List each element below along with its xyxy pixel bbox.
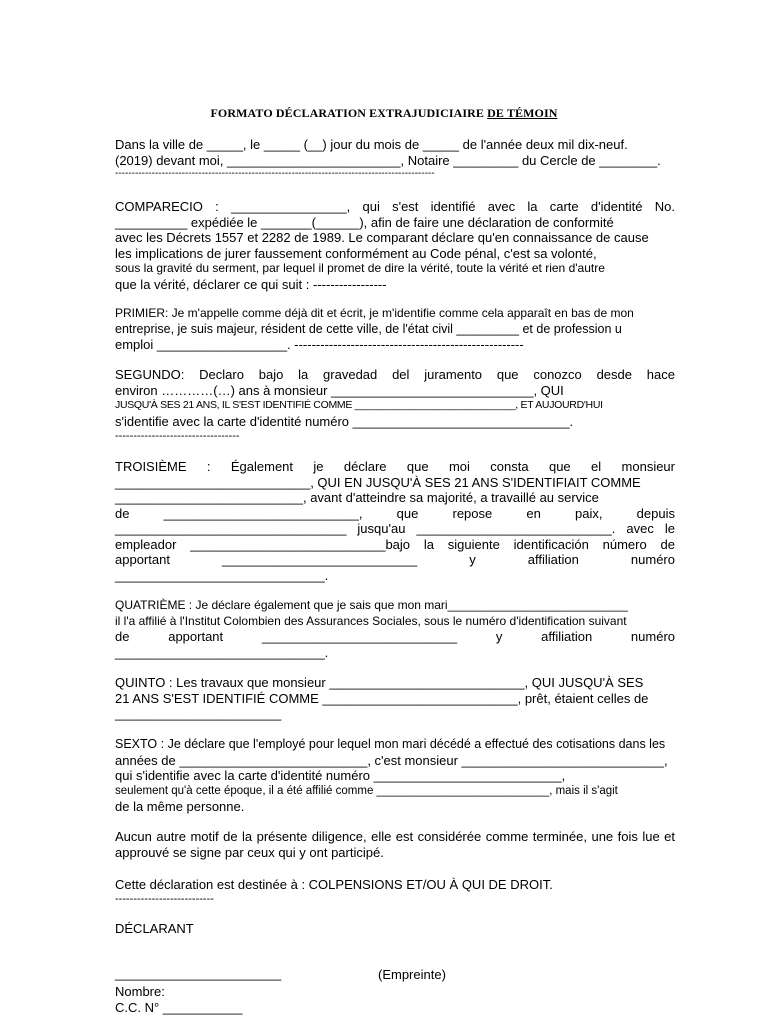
segundo-line-3: JUSQU'À SES 21 ANS, IL S'EST IDENTIFIÉ COMME _____________________________, ET AUJOURD'HUI bbox=[115, 399, 603, 411]
intro-line-1: Dans la ville de _____, le _____ (__) jour du mois de _____ de l'année deux mil dix-neuf. bbox=[115, 137, 628, 152]
troisieme-line-1: TROISIÈME : Également je déclare que moi consta que el monsieur bbox=[115, 459, 675, 474]
comparecio-paragraph bbox=[115, 199, 675, 292]
sexto-line-1: SEXTO : Je déclare que l'employé pour lequel mon mari décédé a effectué des cotisations dans les bbox=[115, 737, 666, 751]
segundo-paragraph bbox=[115, 367, 675, 445]
segundo-line-4: s'identifie avec la carte d'identité numéro ______________________________. bbox=[115, 413, 574, 429]
quatrieme-line-4: _____________________________. bbox=[115, 644, 329, 660]
segundo-line-5: ---------------------------------- bbox=[115, 430, 240, 442]
troisieme-line-2: ___________________________, QUI EN JUSQU'À SES 21 ANS S'IDENTIFIAIT COMME bbox=[115, 474, 641, 490]
troisieme-line-6: empleador ___________________________bajo la siguiente identificación número de bbox=[115, 536, 675, 552]
primier-line-1: PRIMIER: Je m'appelle comme déjà dit et écrit, je m'identifie comme cela apparaît en bas de mon bbox=[115, 306, 634, 320]
quatrieme-line-2: il l'a affilié à l'Institut Colombien des Assurances Sociales, sous le numéro d'identification suivant bbox=[115, 613, 627, 628]
sexto-line-2: années de __________________________, c'est monsieur ____________________________, bbox=[115, 752, 668, 768]
quinto-line-1: QUINTO : Les travaux que monsieur ___________________________, QUI JUSQU'À SES bbox=[115, 675, 644, 690]
destination-rule: --------------------------- bbox=[115, 892, 214, 905]
nombre-label: Nombre: bbox=[115, 984, 165, 999]
closing-paragraph bbox=[115, 829, 675, 860]
sexto-line-4: seulement qu'à cette époque, il a été affilié comme ___________________________, mais il s'agit bbox=[115, 784, 618, 797]
sexto-line-5: de la même personne. bbox=[115, 799, 245, 814]
destination-paragraph bbox=[115, 877, 675, 906]
troisieme-line-7: apportant ___________________________ y affiliation numéro bbox=[115, 552, 675, 567]
declarant-label: DÉCLARANT bbox=[115, 921, 194, 936]
troisieme-line-4: de ___________________________, que repose en paix, depuis bbox=[115, 505, 675, 521]
closing-line-1: Aucun autre motif de la présente diligence, elle est considérée comme terminée, une fois lue et bbox=[115, 829, 675, 844]
primier-line-2: entreprise, je suis majeur, résident de cette ville, de l'état civil _________ et de profession u bbox=[115, 321, 622, 336]
title-text: FORMATO DÉCLARATION EXTRAJUDICIAIRE bbox=[210, 106, 488, 120]
troisieme-line-3: __________________________, avant d'atteindre sa majorité, a travaillé au service bbox=[115, 490, 599, 505]
empreinte-label: (Empreinte) bbox=[378, 967, 446, 982]
intro-rule: ------------------------------------------------------------------------------------------------ bbox=[115, 168, 435, 179]
quatrieme-paragraph bbox=[115, 598, 675, 660]
quinto-line-2: 21 ANS S'EST IDENTIFIÉ COMME ___________________________, prêt, étaient celles de bbox=[115, 690, 649, 706]
closing-line-2: approuvé se signe par ceux qui y ont participé. bbox=[115, 844, 384, 860]
intro-paragraph bbox=[115, 137, 675, 180]
quinto-line-3: _______________________ bbox=[115, 706, 282, 721]
comparecio-line-3: avec les Décrets 1557 et 2282 de 1989. Le comparant déclare qu'en connaissance de cause bbox=[115, 230, 649, 245]
document-title bbox=[0, 106, 768, 121]
primier-line-3: emploi __________________. ----------------------------------------------------- bbox=[115, 337, 524, 352]
segundo-line-1: SEGUNDO: Declaro bajo la gravedad del juramento que conozco desde hace bbox=[115, 367, 675, 382]
destination-line-1: Cette déclaration est destinée à : COLPENSIONS ET/OU À QUI DE DROIT. bbox=[115, 877, 553, 892]
cc-number-label: C.C. N° ___________ bbox=[115, 999, 243, 1015]
troisieme-paragraph bbox=[115, 459, 675, 583]
comparecio-line-6: que la vérité, déclarer ce qui suit : ----------------- bbox=[115, 276, 387, 292]
intro-line-2: (2019) devant moi, ________________________, Notaire _________ du Cercle de ________. bbox=[115, 152, 661, 168]
segundo-line-2: environ …………(…) ans à monsieur ____________________________, QUI bbox=[115, 382, 564, 398]
primier-paragraph bbox=[115, 306, 675, 353]
quatrieme-line-1: QUATRIÈME : Je déclare également que je sais que mon mari___________________________ bbox=[115, 598, 628, 612]
comparecio-line-4: les implications de jurer faussement conformément au Code pénal, c'est sa volonté, bbox=[115, 245, 597, 261]
quinto-paragraph bbox=[115, 675, 675, 722]
signature-line: _______________________ bbox=[115, 966, 282, 981]
comparecio-line-2: __________ expédiée le _______(______), afin de faire une déclaration de conformité bbox=[115, 214, 614, 230]
quatrieme-line-3: de apportant ___________________________ y affiliation numéro bbox=[115, 629, 675, 644]
troisieme-line-8: _____________________________. bbox=[115, 567, 329, 583]
signature-fields bbox=[115, 984, 675, 1015]
comparecio-line-5: sous la gravité du serment, par lequel il promet de dire la vérité, toute la vérité et rien d'autre bbox=[115, 261, 605, 275]
sexto-paragraph bbox=[115, 737, 675, 815]
sexto-line-3: qui s'identifie avec la carte d'identité numéro __________________________, bbox=[115, 768, 566, 783]
troisieme-line-5: ________________________________ jusqu'au ___________________________. avec le bbox=[115, 521, 675, 536]
title-underlined-text: DE TÉMOIN bbox=[487, 106, 558, 120]
comparecio-line-1: COMPARECIO : ________________, qui s'est identifié avec la carte d'identité No. bbox=[115, 199, 675, 214]
